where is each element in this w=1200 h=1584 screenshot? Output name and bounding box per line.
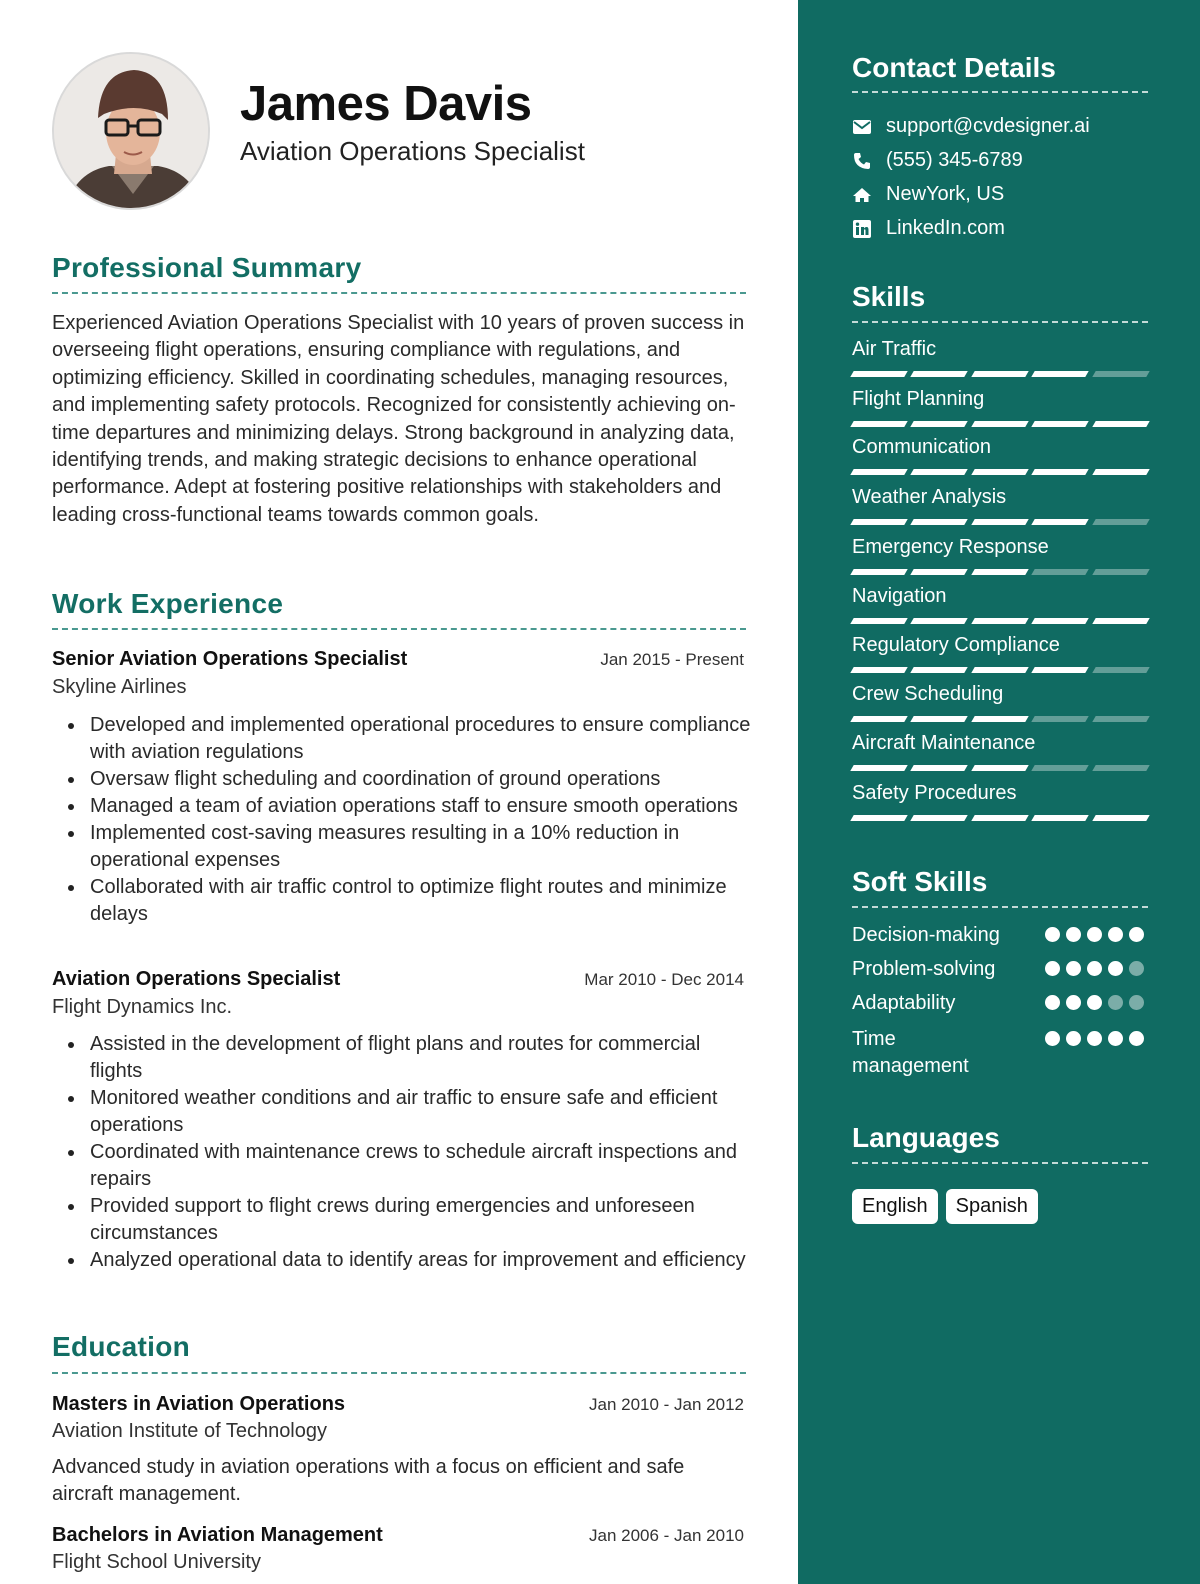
profile-photo <box>52 52 210 210</box>
skill-segment <box>1031 421 1089 427</box>
skill-name: Weather Analysis <box>852 486 1007 508</box>
job-bullets <box>52 712 752 928</box>
skill-name: Air Traffic <box>852 338 937 360</box>
skill-segment <box>911 618 969 624</box>
skill-level-bar <box>852 765 1148 771</box>
skill-level-bar <box>852 716 1148 722</box>
degree-title: Masters in Aviation Operations <box>52 1393 346 1415</box>
skill-level-bar <box>852 815 1148 821</box>
skill-segment <box>1092 618 1150 624</box>
skill-segment <box>1092 469 1150 475</box>
rating-dot <box>1045 995 1060 1010</box>
list-item: Developed and implemented operational procedures to ensure compliance with aviation regulations <box>52 712 752 766</box>
rating-dot <box>1129 1031 1144 1046</box>
job-company: Flight Dynamics Inc. <box>52 996 233 1018</box>
skill-segment <box>850 469 908 475</box>
soft-skills-heading: Soft Skills <box>852 866 988 897</box>
skill-segment <box>1031 618 1089 624</box>
skill-segment <box>911 667 969 673</box>
contact-linkedin[interactable] <box>852 217 1005 240</box>
rating-dot <box>1045 1031 1060 1046</box>
skill-level-bar <box>852 371 1148 377</box>
rating-dot <box>1066 995 1081 1010</box>
home-icon <box>852 185 872 205</box>
skill-segment <box>911 421 969 427</box>
skill-name: Crew Scheduling <box>852 683 1004 705</box>
location-text: NewYork, US <box>886 183 1005 205</box>
skill-segment <box>1092 716 1150 722</box>
list-item: Implemented cost-saving measures resulting in a 10% reduction in operational expenses <box>52 820 752 874</box>
experience-heading: Work Experience <box>52 588 284 619</box>
rating-dot <box>1066 1031 1081 1046</box>
skill-level-bar <box>852 519 1148 525</box>
skill-segment <box>1092 569 1150 575</box>
skill-segment <box>1031 371 1089 377</box>
rating-dot <box>1087 1031 1102 1046</box>
soft-skills-divider <box>852 906 1148 908</box>
skill-segment <box>971 815 1029 821</box>
skill-segment <box>850 421 908 427</box>
skill-segment <box>971 667 1029 673</box>
rating-dot <box>1108 961 1123 976</box>
languages-heading: Languages <box>852 1122 1000 1153</box>
skill-segment <box>850 716 908 722</box>
skill-segment <box>850 519 908 525</box>
skill-segment <box>971 716 1029 722</box>
rating-dot <box>1129 927 1144 942</box>
skill-segment <box>1031 815 1089 821</box>
skill-segment <box>1092 421 1150 427</box>
skill-level-bar <box>852 469 1148 475</box>
list-item: Monitored weather conditions and air traffic to ensure safe and efficient operations <box>52 1085 752 1139</box>
soft-skill-name: Adaptability <box>852 992 956 1014</box>
degree-date: Jan 2006 - Jan 2010 <box>588 1526 744 1545</box>
language-badge: English <box>852 1189 938 1224</box>
skill-segment <box>911 519 969 525</box>
skill-segment <box>911 765 969 771</box>
languages-list <box>852 1189 1038 1224</box>
summary-text: Experienced Aviation Operations Specialist with 10 years of proven success in overseeing flight operations, ensuring compliance with regulations, and optimizing efficiency. Skilled in coordinating schedules, managing resources, and implementing safety protocols. Recognized for consistently achieving on-time departures and minimizing delays. Strong background in analyzing data, identifying trends, and making strategic decisions to enhance operational performance. Adept at fostering positive relationships with stakeholders and leading cross-functional teams towards common goals. <box>52 312 745 526</box>
skill-segment <box>1031 765 1089 771</box>
rating-dot <box>1045 961 1060 976</box>
email-text: support@cvdesigner.ai <box>886 115 1090 137</box>
skill-segment <box>850 371 908 377</box>
skill-segment <box>850 815 908 821</box>
skill-name: Flight Planning <box>852 388 985 410</box>
linkedin-text: LinkedIn.com <box>886 217 1005 239</box>
skill-level-bar <box>852 421 1148 427</box>
linkedin-icon <box>852 219 872 239</box>
skill-name: Communication <box>852 436 991 458</box>
job-company: Skyline Airlines <box>52 676 187 698</box>
education-heading: Education <box>52 1331 191 1362</box>
skill-segment <box>1092 765 1150 771</box>
soft-skill-rating <box>1045 1031 1144 1046</box>
skill-segment <box>850 618 908 624</box>
skill-segment <box>1031 667 1089 673</box>
skill-segment <box>971 618 1029 624</box>
skill-level-bar <box>852 569 1148 575</box>
contact-heading: Contact Details <box>852 52 1056 83</box>
rating-dot <box>1087 961 1102 976</box>
rating-dot <box>1066 961 1081 976</box>
summary-divider <box>52 292 746 294</box>
skill-name: Regulatory Compliance <box>852 634 1060 656</box>
rating-dot <box>1108 1031 1123 1046</box>
candidate-title: Aviation Operations Specialist <box>240 136 585 166</box>
skills-heading: Skills <box>852 281 926 312</box>
rating-dot <box>1087 927 1102 942</box>
skill-level-bar <box>852 667 1148 673</box>
skill-segment <box>1092 519 1150 525</box>
soft-skill-name: Problem-solving <box>852 958 996 980</box>
education-divider <box>52 1372 746 1374</box>
school-name: Flight School University <box>52 1551 261 1573</box>
skill-segment <box>911 569 969 575</box>
soft-skill-rating <box>1045 995 1144 1010</box>
soft-skill-name: Time management <box>852 1028 969 1077</box>
skill-segment <box>911 469 969 475</box>
soft-skill-rating <box>1045 927 1144 942</box>
skill-segment <box>1031 469 1089 475</box>
list-item: Collaborated with air traffic control to optimize flight routes and minimize delays <box>52 874 752 928</box>
experience-divider <box>52 628 746 630</box>
envelope-icon <box>852 117 872 137</box>
skill-level-bar <box>852 618 1148 624</box>
skill-segment <box>850 569 908 575</box>
list-item: Assisted in the development of flight plans and routes for commercial flights <box>52 1031 752 1085</box>
skill-segment <box>911 371 969 377</box>
rating-dot <box>1087 995 1102 1010</box>
skill-name: Emergency Response <box>852 536 1049 558</box>
list-item: Oversaw flight scheduling and coordination of ground operations <box>52 766 752 793</box>
skill-name: Navigation <box>852 585 947 607</box>
candidate-name: James Davis <box>240 77 532 131</box>
skill-segment <box>1031 569 1089 575</box>
skill-segment <box>971 765 1029 771</box>
job-bullets <box>52 1031 752 1274</box>
languages-divider <box>852 1162 1148 1164</box>
degree-title: Bachelors in Aviation Management <box>52 1524 383 1546</box>
skill-segment <box>1031 716 1089 722</box>
degree-description: Advanced study in aviation operations with a focus on efficient and safe aircraft management. <box>52 1456 685 1505</box>
list-item: Provided support to flight crews during emergencies and unforeseen circumstances <box>52 1193 752 1247</box>
phone-text: (555) 345-6789 <box>886 149 1023 171</box>
contact-location <box>852 183 1004 206</box>
skills-divider <box>852 321 1148 323</box>
skill-segment <box>971 469 1029 475</box>
contact-phone[interactable] <box>852 149 1023 172</box>
degree-date: Jan 2010 - Jan 2012 <box>588 1395 744 1414</box>
job-title: Aviation Operations Specialist <box>52 968 341 990</box>
skill-name: Aircraft Maintenance <box>852 732 1036 754</box>
soft-skill-rating <box>1045 961 1144 976</box>
list-item: Analyzed operational data to identify areas for improvement and efficiency <box>52 1247 752 1274</box>
language-badge: Spanish <box>946 1189 1038 1224</box>
skill-segment <box>911 815 969 821</box>
rating-dot <box>1045 927 1060 942</box>
skill-segment <box>850 765 908 771</box>
rating-dot <box>1108 995 1123 1010</box>
rating-dot <box>1108 927 1123 942</box>
list-item: Coordinated with maintenance crews to schedule aircraft inspections and repairs <box>52 1139 752 1193</box>
skill-segment <box>971 519 1029 525</box>
contact-email[interactable] <box>852 115 1090 138</box>
rating-dot <box>1066 927 1081 942</box>
phone-icon <box>852 151 872 171</box>
skill-segment <box>1092 815 1150 821</box>
soft-skill-name: Decision-making <box>852 924 1000 946</box>
contact-divider <box>852 91 1148 93</box>
summary-heading: Professional Summary <box>52 252 362 283</box>
skill-segment <box>911 716 969 722</box>
skill-segment <box>971 569 1029 575</box>
job-date: Mar 2010 - Dec 2014 <box>584 970 744 989</box>
rating-dot <box>1129 995 1144 1010</box>
job-title: Senior Aviation Operations Specialist <box>52 648 408 670</box>
skill-name: Safety Procedures <box>852 782 1017 804</box>
skill-segment <box>1092 667 1150 673</box>
skill-segment <box>850 667 908 673</box>
rating-dot <box>1129 961 1144 976</box>
job-date: Jan 2015 - Present <box>600 650 744 669</box>
skill-segment <box>1092 371 1150 377</box>
skill-segment <box>971 421 1029 427</box>
skill-segment <box>1031 519 1089 525</box>
skill-segment <box>971 371 1029 377</box>
list-item: Managed a team of aviation operations staff to ensure smooth operations <box>52 793 752 820</box>
school-name: Aviation Institute of Technology <box>52 1420 327 1442</box>
